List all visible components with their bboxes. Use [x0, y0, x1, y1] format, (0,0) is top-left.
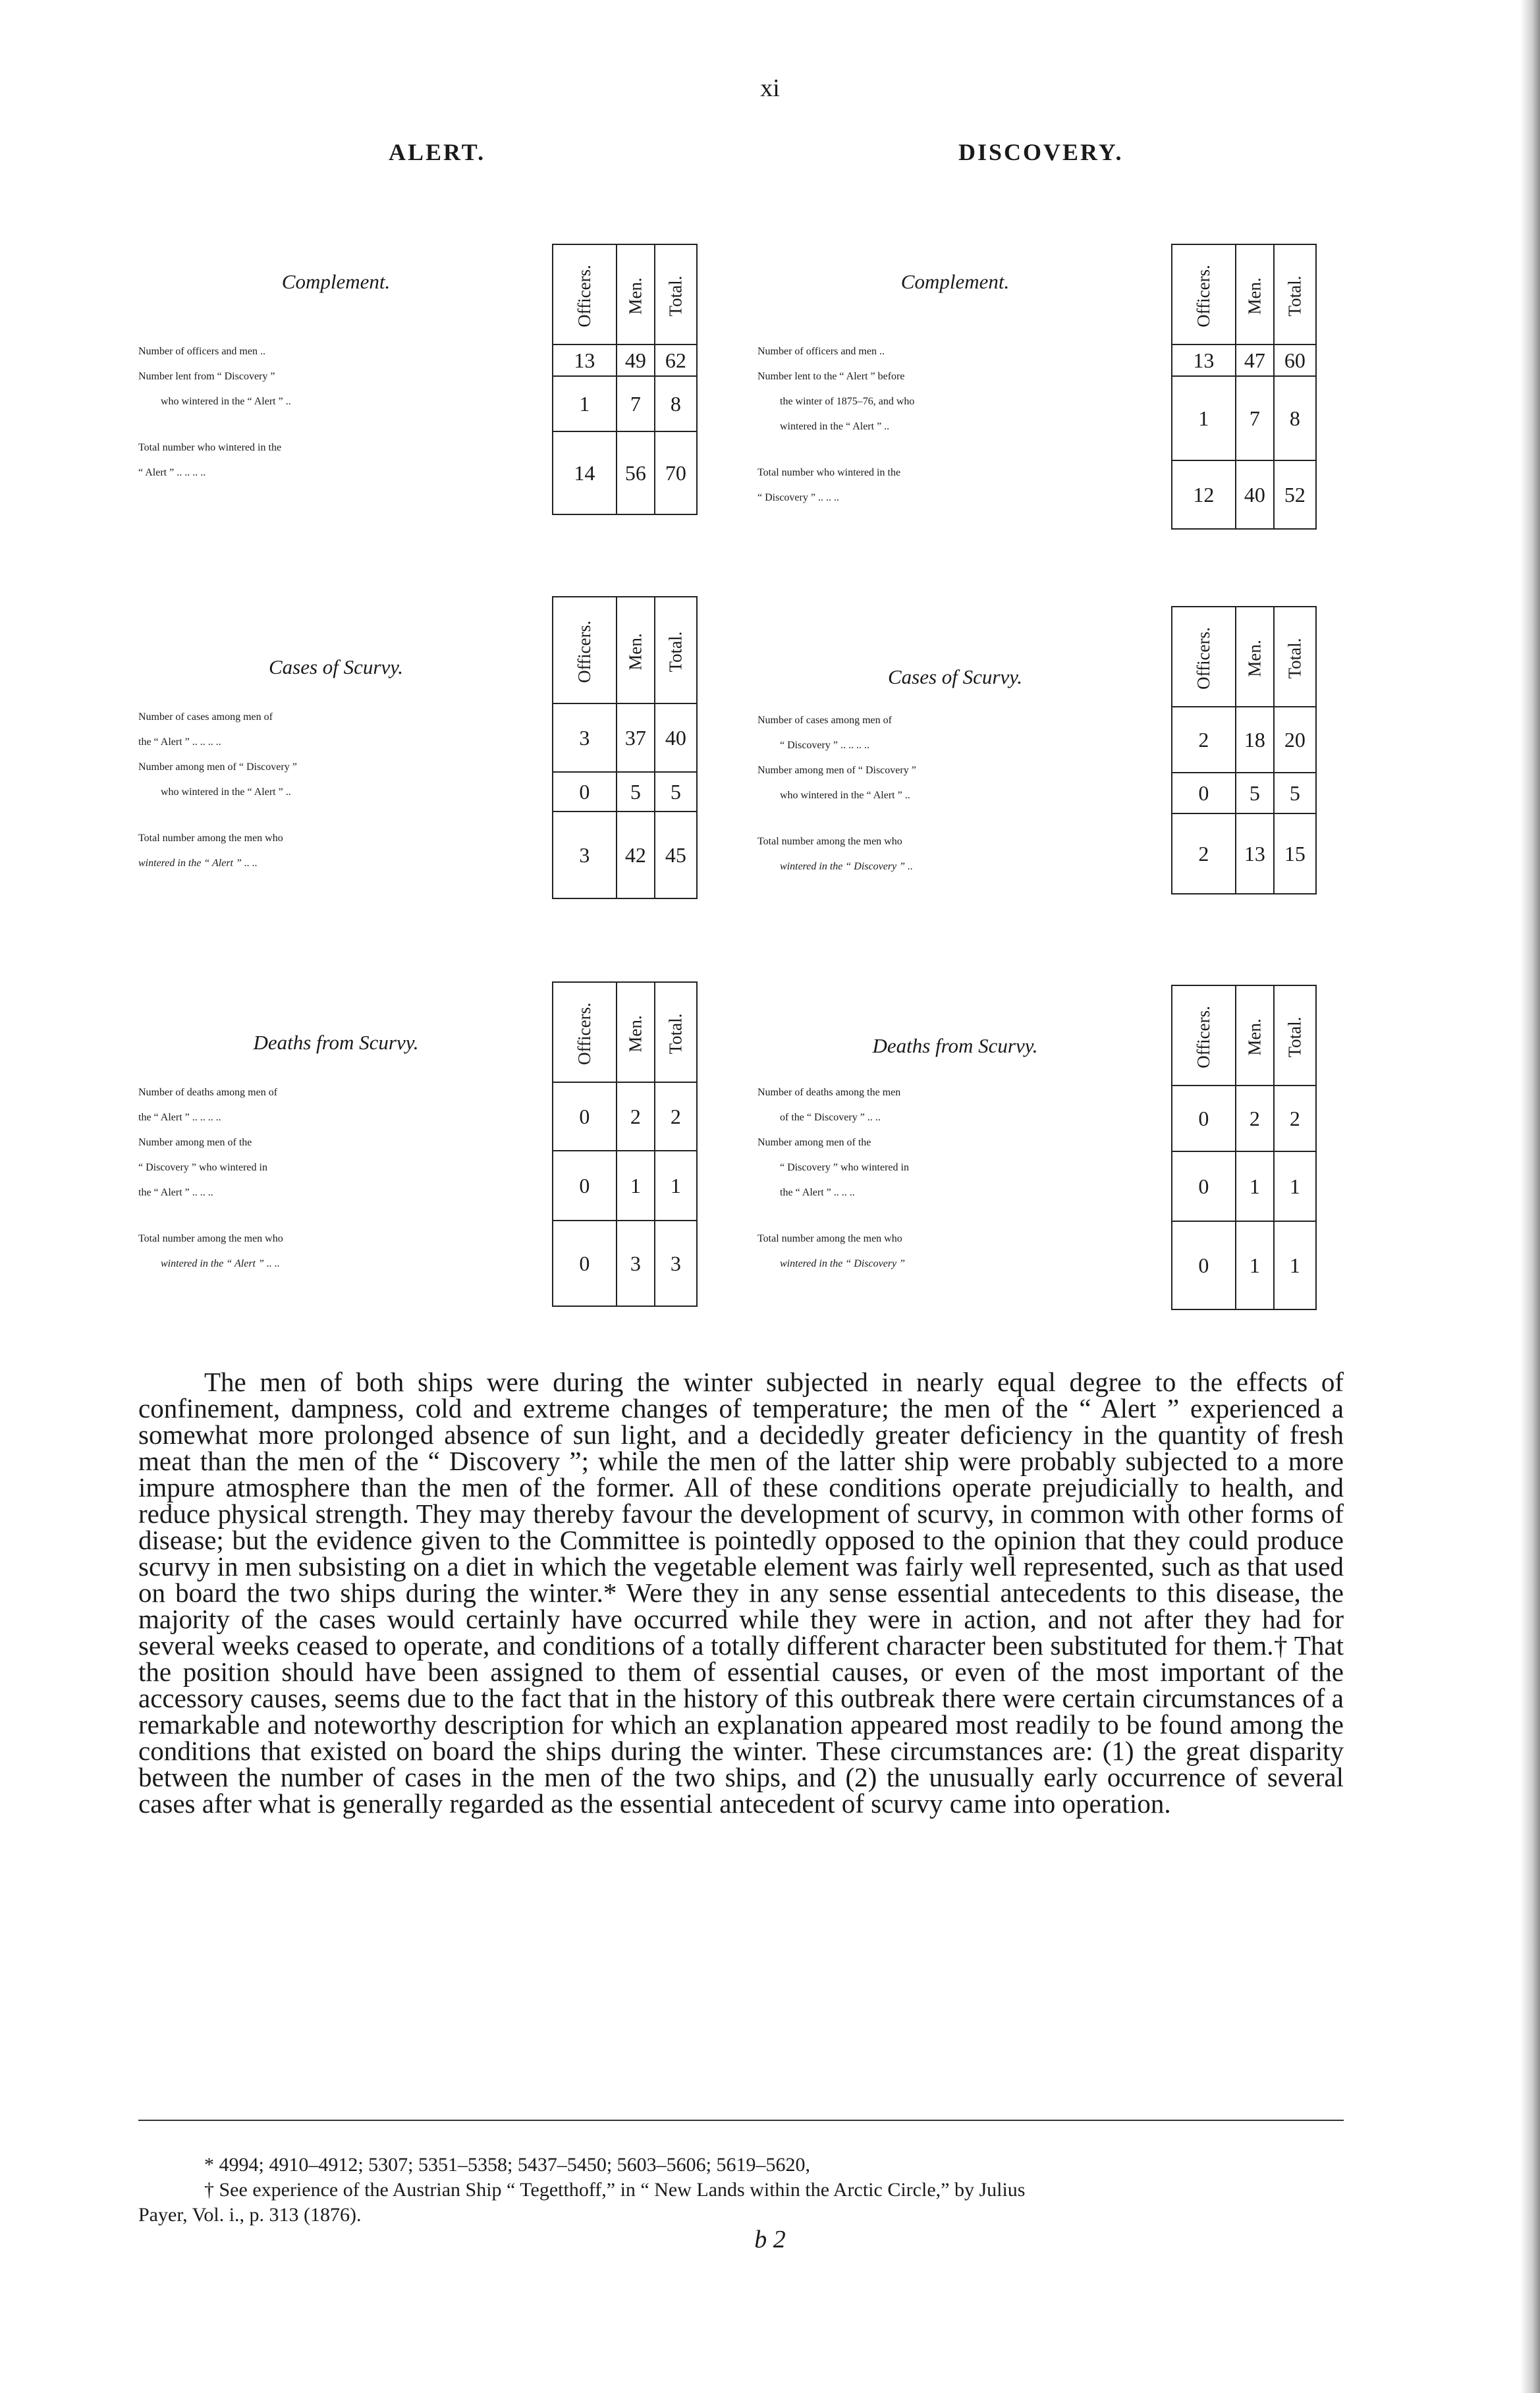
- row-label: Number of cases among men of: [138, 711, 273, 723]
- cell: 0: [553, 1082, 617, 1151]
- section-title: Deaths from Scurvy.: [872, 1034, 1038, 1057]
- alert-cases-table: [552, 596, 698, 899]
- cell: 7: [1236, 376, 1274, 460]
- cell: 0: [1172, 773, 1236, 813]
- alert-complement-table: [552, 244, 698, 515]
- row-label: “ Discovery ” .. .. .. ..: [780, 740, 869, 751]
- row-label: Total number among the men who: [757, 836, 902, 847]
- row-label: the “ Alert ” .. .. ..: [138, 1187, 213, 1198]
- footnote-1: * 4994; 4910–4912; 5307; 5351–5358; 5437–5450; 5603–5606; 5619–5620,: [204, 2154, 811, 2176]
- cell: 1: [655, 1151, 697, 1221]
- cell: 40: [1236, 460, 1274, 529]
- cell: 1: [553, 376, 617, 431]
- total-header: Total.: [1274, 607, 1316, 707]
- cell: 0: [553, 1221, 617, 1306]
- cell: 2: [1172, 813, 1236, 894]
- row-label: Number among men of the: [138, 1137, 252, 1148]
- row-label: Number of deaths among men of: [138, 1087, 278, 1098]
- row-label: Number among men of “ Discovery ”: [138, 761, 297, 773]
- cell: 70: [655, 431, 697, 514]
- cell: 1: [1236, 1151, 1274, 1221]
- row-label: wintered in the “ Discovery ” ..: [780, 861, 914, 872]
- row-label: who wintered in the “ Alert ” ..: [780, 790, 910, 801]
- cell: 1: [1274, 1151, 1316, 1221]
- total-header: Total.: [1274, 244, 1316, 344]
- row-label: Number among men of the: [757, 1137, 871, 1148]
- cell: 5: [1274, 773, 1316, 813]
- row-label: Total number who wintered in the: [757, 467, 901, 478]
- men-header: Men.: [617, 244, 655, 344]
- officers-header: Officers.: [553, 244, 617, 344]
- section-title: Deaths from Scurvy.: [253, 1031, 419, 1054]
- row-label: Number of officers and men ..: [138, 346, 265, 357]
- alert-deaths-table: [552, 981, 698, 1307]
- total-header: Total.: [1274, 985, 1316, 1086]
- row-label: Total number among the men who: [138, 1233, 283, 1244]
- row-label: Total number among the men who: [138, 833, 283, 844]
- cell: 8: [1274, 376, 1316, 460]
- cell: 0: [553, 772, 617, 811]
- cell: 13: [1236, 813, 1274, 894]
- men-header: Men.: [1236, 244, 1274, 344]
- cell: 42: [617, 811, 655, 898]
- scan-edge-shadow: [1520, 0, 1540, 2393]
- alert-heading: ALERT.: [389, 139, 486, 165]
- row-label: the “ Alert ” .. .. .. ..: [138, 736, 221, 748]
- row-label: of the “ Discovery ” .. ..: [780, 1112, 881, 1123]
- cell: 5: [655, 772, 697, 811]
- cell: 62: [655, 344, 697, 376]
- men-header: Men.: [617, 982, 655, 1082]
- cell: 8: [655, 376, 697, 431]
- cell: 7: [617, 376, 655, 431]
- row-label: Number of deaths among the men: [757, 1087, 901, 1098]
- row-label: “ Discovery ” who wintered in: [138, 1162, 267, 1173]
- officers-header: Officers.: [1172, 985, 1236, 1086]
- cell: 2: [617, 1082, 655, 1151]
- section-title: Cases of Scurvy.: [887, 665, 1023, 688]
- cell: 0: [1172, 1151, 1236, 1221]
- footnote-2-continued: Payer, Vol. i., p. 313 (1876).: [138, 2204, 362, 2226]
- discovery-complement-table: [1171, 244, 1317, 530]
- row-label: Number lent to the “ Alert ” before: [757, 371, 905, 382]
- cell: 37: [617, 703, 655, 772]
- cell: 3: [553, 811, 617, 898]
- officers-header: Officers.: [553, 982, 617, 1082]
- cell: 1: [1172, 376, 1236, 460]
- men-header: Men.: [1236, 607, 1274, 707]
- section-title: Complement.: [281, 270, 391, 293]
- row-label: wintered in the “ Alert ” .. ..: [138, 858, 258, 869]
- footnotes: [138, 2153, 1344, 2228]
- cell: 3: [553, 703, 617, 772]
- row-label: the winter of 1875–76, and who: [780, 396, 915, 407]
- page-number: xi: [760, 74, 780, 102]
- section-title: Cases of Scurvy.: [268, 655, 404, 678]
- cell: 20: [1274, 707, 1316, 773]
- row-label: wintered in the “ Alert ” ..: [780, 421, 890, 432]
- cell: 49: [617, 344, 655, 376]
- cell: 3: [617, 1221, 655, 1306]
- total-header: Total.: [655, 244, 697, 344]
- discovery-cases-table: [1171, 606, 1317, 894]
- row-label: “ Alert ” .. .. .. ..: [138, 467, 206, 478]
- total-header: Total.: [655, 597, 697, 703]
- cell: 5: [617, 772, 655, 811]
- cell: 2: [1236, 1086, 1274, 1151]
- cell: 1: [617, 1151, 655, 1221]
- cell: 14: [553, 431, 617, 514]
- row-label: who wintered in the “ Alert ” ..: [161, 786, 291, 798]
- row-label: the “ Alert ” .. .. .. ..: [138, 1112, 221, 1123]
- body-paragraph: [138, 1369, 1344, 1817]
- men-header: Men.: [617, 597, 655, 703]
- discovery-heading: DISCOVERY.: [958, 139, 1124, 165]
- row-label: Number lent from “ Discovery ”: [138, 371, 275, 382]
- cell: 18: [1236, 707, 1274, 773]
- row-label: who wintered in the “ Alert ” ..: [161, 396, 291, 407]
- cell: 60: [1274, 344, 1316, 376]
- officers-header: Officers.: [553, 597, 617, 703]
- officers-header: Officers.: [1172, 607, 1236, 707]
- row-label: “ Discovery ” who wintered in: [780, 1162, 909, 1173]
- row-label: the “ Alert ” .. .. ..: [780, 1187, 855, 1198]
- cell: 1: [1236, 1221, 1274, 1309]
- cell: 13: [1172, 344, 1236, 376]
- cell: 12: [1172, 460, 1236, 529]
- total-header: Total.: [655, 982, 697, 1082]
- section-title: Complement.: [900, 270, 1010, 293]
- paragraph-text: The men of both ships were during the winter subjected in nearly equal degree to the effects of confinement, dampness, cold and extreme changes of temperature; the men of the “ Alert ” experienced a somewhat more prolonged absence of sun light, and a decidedly greater deficiency in the quantity of fresh meat than the men of the “ Discovery ”; while the men of the latter ship were probably subjected to a more impure atmosphere than the men of the former. All of these conditions operate prejudicially to health, and reduce physical strength. They may thereby favour the development of scurvy, in common with other forms of disease; but the evidence given to the Committee is pointedly opposed to the opinion that they could produce scurvy in men subsisting on a diet in which the vegetable element was fairly well represented, such as that used on board the two ships during the winter.* Were they in any sense essential antecedents to this disease, the majority of the cases would certainly have occurred while they were in action, and not after they had for several weeks ceased to operate, and conditions of a totally different character been substituted for them.† That the position should have been assigned to them of essential causes, or even of the most important of the accessory causes, seems due to the fact that in the history of this outbreak there were certain circumstances of a remarkable and noteworthy description for which an explanation appeared most readily to be found among the conditions that existed on board the ships during the winter. These circumstances are: (1) the great disparity between the number of cases in the men of the two ships, and (2) the unusually early occurrence of several cases after what is generally regarded as the essential antecedent of scurvy came into operation.: [138, 1367, 1344, 1819]
- row-label: Number among men of “ Discovery ”: [757, 765, 916, 776]
- cell: 45: [655, 811, 697, 898]
- cell: 5: [1236, 773, 1274, 813]
- row-label: wintered in the “ Alert ” .. ..: [161, 1258, 280, 1269]
- discovery-deaths-table: [1171, 985, 1317, 1310]
- row-label: Number of cases among men of: [757, 715, 892, 726]
- cell: 0: [1172, 1221, 1236, 1309]
- cell: 47: [1236, 344, 1274, 376]
- signature-mark: b 2: [754, 2226, 786, 2253]
- cell: 52: [1274, 460, 1316, 529]
- row-label: wintered in the “ Discovery ”: [780, 1258, 906, 1269]
- row-label: Total number among the men who: [757, 1233, 902, 1244]
- row-label: Number of officers and men ..: [757, 346, 885, 357]
- footnote-2: † See experience of the Austrian Ship “ Tegetthoff,” in “ New Lands within the Arctic Circle,” by Julius: [204, 2179, 1026, 2201]
- cell: 2: [1274, 1086, 1316, 1151]
- cell: 40: [655, 703, 697, 772]
- cell: 56: [617, 431, 655, 514]
- cell: 3: [655, 1221, 697, 1306]
- cell: 0: [553, 1151, 617, 1221]
- cell: 1: [1274, 1221, 1316, 1309]
- cell: 0: [1172, 1086, 1236, 1151]
- officers-header: Officers.: [1172, 244, 1236, 344]
- row-label: “ Discovery ” .. .. ..: [757, 492, 839, 503]
- row-label: Total number who wintered in the: [138, 442, 282, 453]
- cell: 13: [553, 344, 617, 376]
- men-header: Men.: [1236, 985, 1274, 1086]
- cell: 2: [655, 1082, 697, 1151]
- footnote-divider: [138, 2120, 1344, 2121]
- cell: 15: [1274, 813, 1316, 894]
- cell: 2: [1172, 707, 1236, 773]
